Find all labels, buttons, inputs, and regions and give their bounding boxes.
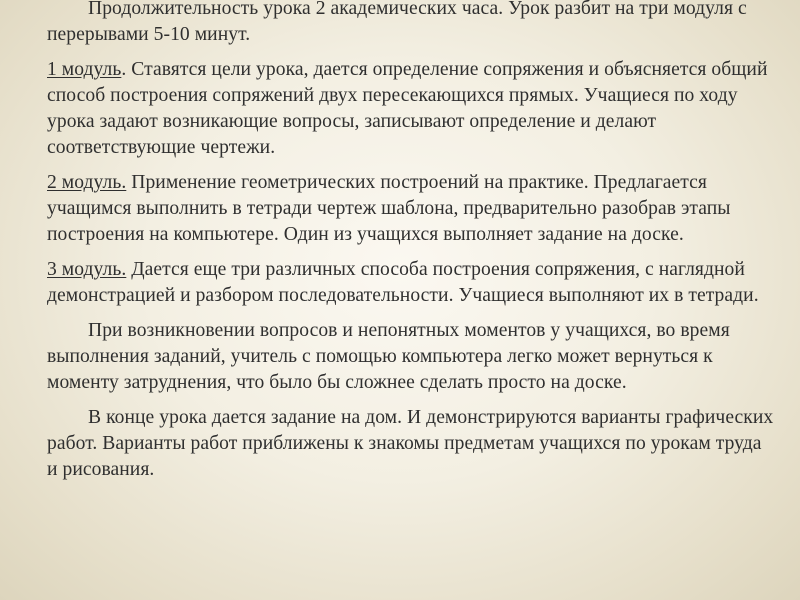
paragraph-text: . Ставятся цели урока, дается определение сопряжения и объясняется общий способ построения сопряжений двух пересекающихся прямых. Учащиеся по ходу урока задают возникающие вопросы, записывают определение и делают соответствующие чертежи.	[47, 59, 768, 158]
paragraph-text: Продолжительность урока 2 академических часа. Урок разбит на три модуля с перерывами 5-10 минут.	[47, 0, 747, 45]
paragraph-text: Дается еще три различных способа построения сопряжения, с наглядной демонстрацией и разбором последовательности. Учащиеся выполняют их в тетради.	[47, 259, 759, 306]
paragraph-questions	[47, 318, 777, 396]
paragraph-module-2	[47, 170, 777, 248]
module-3-label: 3 модуль.	[47, 259, 127, 280]
slide-text-body	[47, 0, 777, 492]
module-2-label: 2 модуль.	[47, 172, 127, 193]
paragraph-text: Применение геометрических построений на практике. Предлагается учащимся выполнить в тетради чертеж шаблона, предварительно разобрав этапы построения на компьютере. Один из учащихся выполняет задание на доске.	[47, 172, 731, 245]
paragraph-module-1	[47, 57, 777, 161]
paragraph-text: В конце урока дается задание на дом. И демонстрируются варианты графических работ. Варианты работ приближены к знакомы предметам учащихся по урокам труда и рисования.	[47, 407, 774, 480]
paragraph-module-3	[47, 257, 777, 309]
module-1-label: 1 модуль	[47, 59, 122, 80]
paragraph-homework	[47, 405, 777, 483]
paragraph-intro	[47, 0, 777, 48]
paragraph-text: При возникновении вопросов и непонятных моментов у учащихся, во время выполнения заданий, учитель с помощью компьютера легко может вернуться к моменту затруднения, что было бы сложнее сделать просто на доске.	[47, 320, 730, 393]
